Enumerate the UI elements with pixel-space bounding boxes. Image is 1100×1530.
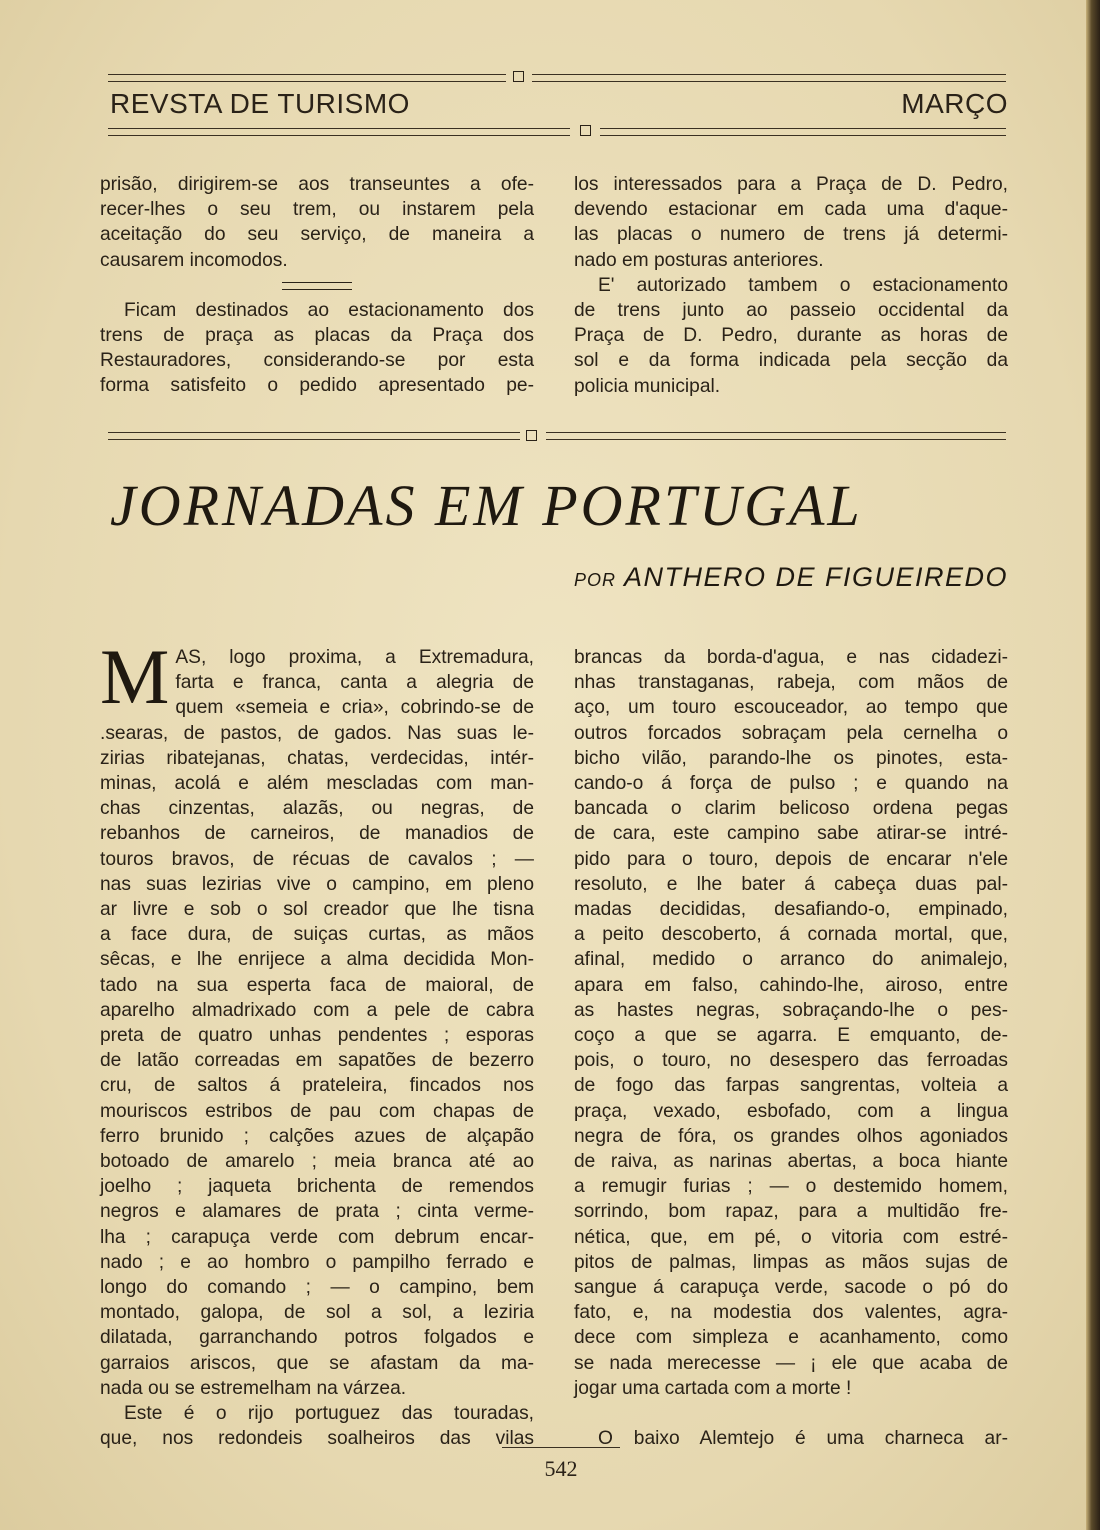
text-line: de fogo das farpas sangrentas, volteia a	[574, 1075, 1008, 1097]
square-ornament-icon	[580, 125, 591, 136]
book-spine-edge	[1086, 0, 1100, 1530]
text-line: nética, que, em pé, o vitoria com estré-	[574, 1226, 1008, 1248]
text-line: longo do comando ; — o campino, bem	[100, 1277, 534, 1299]
text-line: devendo estacionar em cada uma d'aque-	[574, 199, 1008, 221]
paragraph	[100, 298, 534, 399]
paragraph	[574, 1426, 1008, 1451]
text-line: apara em falso, cahindo-lhe, airoso, entre	[574, 974, 1008, 996]
header-rule-bottom-left	[108, 128, 570, 136]
byline-author: ANTHERO DE FIGUEIREDO	[623, 562, 1008, 592]
paragraph	[100, 172, 534, 273]
text-line: Restauradores, considerando-se por esta	[100, 350, 534, 372]
first-word: AS	[175, 647, 201, 668]
section-separator-ornament	[100, 273, 534, 298]
text-line: dece com simpleza e acanhamento, como	[574, 1327, 1008, 1349]
text-line: afinal, medido o arranco do animalejo,	[574, 949, 1008, 971]
text-line: que, nos redondeis soalheiros das vilas	[100, 1428, 534, 1450]
text-line: Praça de D. Pedro, durante as horas de	[574, 325, 1008, 347]
text-line: trens de praça as placas da Praça dos	[100, 325, 534, 347]
text-line: .searas, de pastos, de gados. Nas suas le-	[100, 722, 534, 744]
folio-rule	[502, 1447, 620, 1448]
square-ornament-icon	[513, 71, 524, 82]
text-line: sêcas, e lhe enrijece a alma decidida Mon-	[100, 949, 534, 971]
text-line: bancada o clarim belicoso ordena pegas	[574, 798, 1008, 820]
drop-cap: M	[100, 633, 170, 720]
text-line: aparelho almadrixado com a pele de cabra	[100, 999, 534, 1021]
text-line: aço, um touro escouceador, ao tempo que	[574, 697, 1008, 719]
paragraph	[574, 273, 1008, 399]
text-line: las placas o numero de trens já determi-	[574, 224, 1008, 246]
text-line: madas decididas, desafiando-o, empinado,	[574, 899, 1008, 921]
text-line: a remugir furias ; — o destemido homem,	[574, 1176, 1008, 1198]
text-line: fato, e, na modestia dos valentes, agra-	[574, 1302, 1008, 1324]
text-line: cando-o á força de pulso ; e quando na	[574, 773, 1008, 795]
text-line: lha ; carapuça verde com debrum encar-	[100, 1226, 534, 1248]
text-line: touros bravos, de récuas de cavalos ; —	[100, 848, 534, 870]
text-line: botoado de amarelo ; meia branca até ao	[100, 1151, 534, 1173]
paragraph	[100, 1401, 534, 1451]
text-line: prisão, dirigirem-se aos transeuntes a ofe-	[100, 174, 534, 195]
text-line: los interessados para a Praça de D. Pedro,	[574, 174, 1008, 195]
text-line: nada ou se estremelham na várzea.	[100, 1377, 407, 1399]
text-line: quem «semeia e cria», cobrindo-se de	[175, 697, 534, 719]
text-line: O baixo Alemtejo é uma charneca ar-	[598, 1428, 1008, 1450]
text-line: garraios ariscos, que se afastam da ma-	[100, 1352, 534, 1374]
text-line: pido para o touro, depois de encarar n'ele	[574, 848, 1008, 870]
header-rule-bottom-right	[600, 128, 1006, 136]
text-line: nado ; e ao hombro o pampilho ferrado e	[100, 1251, 534, 1273]
text-span: , logo proxima, a Extremadura,	[200, 647, 534, 668]
text-line: Ficam destinados ao estacionamento dos	[124, 299, 534, 321]
text-line: recer-lhes o seu trem, ou instarem pela	[100, 199, 534, 221]
text-line: aceitação do seu serviço, de maneira a	[100, 224, 534, 246]
text-line: sangue á carapuça verde, sacode o pó do	[574, 1277, 1008, 1299]
text-line: coço a que se agarra. E emquanto, de-	[574, 1025, 1008, 1047]
text-line: de cara, este campino sabe atirar-se intré-	[574, 823, 1008, 845]
text-line: cru, de saltos á prateleira, fincados nos	[100, 1075, 534, 1097]
text-line: outros forcados sobraçam pela cernelha o	[574, 722, 1008, 744]
text-line: resoluto, e lhe bater á cabeça duas pal-	[574, 873, 1008, 895]
text-line: sorrindo, bom rapaz, para a multidão fre-	[574, 1201, 1008, 1223]
square-ornament-icon	[526, 430, 537, 441]
text-line: minas, acolá e além mescladas com man-	[100, 773, 534, 795]
text-line: pitos de palmas, limpas as mãos sujas de	[574, 1251, 1008, 1273]
text-line: preta de quatro unhas pendentes ; esporas	[100, 1025, 534, 1047]
paragraph	[574, 645, 1008, 1401]
text-line: mouriscos estribos de pau com chapas de	[100, 1100, 534, 1122]
article-left-column	[100, 633, 534, 1452]
article-right-column	[574, 645, 1008, 1451]
running-head-title: REVSTA DE TURISMO	[110, 88, 410, 119]
text-line: Este é o rijo portuguez das touradas,	[124, 1403, 534, 1425]
text-line: causarem incomodos.	[100, 249, 288, 271]
section-rule-left	[108, 432, 520, 440]
text-line: bicho vilão, parando-lhe os pinotes, esta-	[574, 747, 1008, 769]
text-line: dilatada, garranchando potros folgados e	[100, 1327, 534, 1349]
top-left-column	[100, 172, 534, 399]
text-line: farta e franca, canta a alegria de	[175, 672, 534, 694]
text-line: forma satisfeito o pedido apresentado pe-	[100, 375, 534, 397]
text-line: nas suas lezirias vive o campino, em pleno	[100, 873, 534, 895]
text-line: negra de fóra, os grandes olhos agoniados	[574, 1125, 1008, 1147]
text-line: a peito descoberto, á cornada mortal, que,	[574, 924, 1008, 946]
text-line: zirias ribatejanas, chatas, verdecidas, intér-	[100, 747, 534, 769]
top-right-column	[574, 172, 1008, 399]
text-line: se nada merecesse — ¡ ele que acaba de	[574, 1352, 1008, 1374]
running-head-month: MARÇO	[901, 88, 1008, 119]
text-line: ar livre e sob o sol creador que lhe tisna	[100, 899, 534, 921]
text-line: ferro brunido ; calções azues de alçapão	[100, 1125, 534, 1147]
text-line: de trens junto ao passeio occidental da	[574, 300, 1008, 322]
text-line: praça, vexado, esbofado, com a lingua	[574, 1100, 1008, 1122]
paragraph	[574, 172, 1008, 273]
text-line: sol e da forma indicada pela secção da	[574, 350, 1008, 372]
text-line: de raiva, as narinas abertas, a boca hiante	[574, 1151, 1008, 1173]
text-line: pois, o touro, no desespero das ferroadas	[574, 1050, 1008, 1072]
section-rule-right	[546, 432, 1006, 440]
text-line: nhas transtaganas, rabeja, com mãos de	[574, 672, 1008, 694]
text-line: negros e alamares de prata ; cinta verme-	[100, 1201, 534, 1223]
article-byline	[110, 562, 1008, 593]
byline-prefix: POR	[573, 570, 616, 590]
text-line: as hastes negras, sobraçando-lhe o pes-	[574, 999, 1008, 1021]
text-line: tado na sua esperta faca de maioral, de	[100, 974, 534, 996]
text-line: E' autorizado tambem o estacionamento	[598, 274, 1008, 296]
text-line: brancas da borda-d'agua, e nas cidadezi-	[574, 647, 1008, 668]
text-line: jogar uma cartada com a morte !	[574, 1377, 852, 1399]
text-line: policia municipal.	[574, 375, 721, 397]
text-line: montado, galopa, de sol a sol, a leziria	[100, 1302, 534, 1324]
article-title: JORNADAS EM PORTUGAL	[110, 473, 863, 538]
paragraph	[100, 633, 534, 1401]
header-rule-top-left	[108, 74, 506, 82]
text-line: joelho ; jaqueta brichenta de remendos	[100, 1176, 534, 1198]
text-line: nado em posturas anteriores.	[574, 249, 824, 271]
page-number: 542	[544, 1456, 578, 1481]
text-line: rebanhos de carneiros, de manadios de	[100, 823, 534, 845]
header-rule-top-right	[532, 74, 1006, 82]
text-line: de latão correadas em sapatões de bezerro	[100, 1050, 534, 1072]
text-line: a face dura, de suiças curtas, as mãos	[100, 924, 534, 946]
text-line: chas cinzentas, alazãs, ou negras, de	[100, 798, 534, 820]
